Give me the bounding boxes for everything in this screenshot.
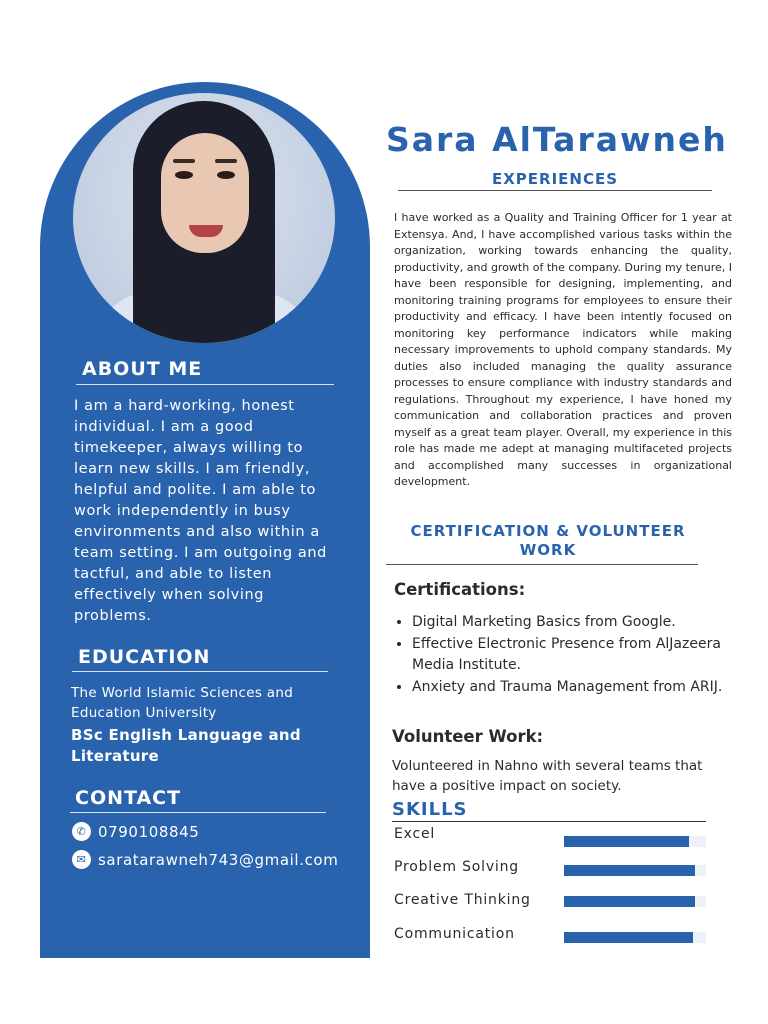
phone-icon: ✆	[72, 822, 91, 841]
skill-bar	[564, 896, 706, 907]
skill-bar	[564, 836, 706, 847]
education-degree: BSc English Language and Literature	[71, 726, 301, 765]
experiences-divider	[398, 190, 712, 191]
contact-email[interactable]	[72, 850, 338, 869]
certification-item: • Effective Electronic Presence from AlJazeera Media Institute.	[412, 634, 742, 677]
phone-number[interactable]: 0790108845	[98, 822, 200, 841]
email-address[interactable]: saratarawneh743@gmail.com	[98, 850, 339, 869]
skill-bar-fill	[564, 896, 695, 907]
skill-bar	[564, 865, 706, 876]
about-divider	[76, 384, 334, 385]
education-divider	[72, 671, 328, 672]
about-text: I am a hard-working, honest individual. I am a good timekeeper, always willing to learn new skills. I am friendly, helpful and polite. I am able to work independently in busy environments and also within a team setting. I am outgoing and tactful, and able to listen effectively when solving problems.	[74, 398, 327, 624]
skills-heading: SKILLS	[392, 799, 468, 820]
volunteer-title: Volunteer Work:	[392, 727, 544, 746]
contact-phone[interactable]	[72, 822, 199, 841]
certifications-title: Certifications:	[394, 580, 526, 599]
skill-bar	[564, 932, 706, 943]
skills-divider	[392, 821, 706, 822]
skill-bar-fill	[564, 836, 689, 847]
envelope-icon: ✉	[72, 850, 91, 869]
skill-label: Excel	[394, 826, 436, 842]
volunteer-text: Volunteered in Nahno with several teams that have a positive impact on society.	[392, 758, 703, 794]
certification-divider	[386, 564, 698, 565]
skill-bar-fill	[564, 865, 695, 876]
profile-photo	[73, 93, 335, 343]
experiences-text: I have worked as a Quality and Training Officer for 1 year at Extensya. And, I have accomplished various tasks within the organization, working towards enhancing the quality, productivity, and growth of the company. During my tenure, I have been responsible for designing, implementing, and monitoring training programs for employees to ensure their productivity and efficacy. I have been intently focused on monitoring key performance indicators while making necessary improvements to uphold company standards. My duties also included managing the quality assurance processes to ensure compliance with industry standards and regulations. Throughout my experience, I have honed my communication and collaboration practices and proven myself as a great team player. Overall, my experience in this role has made me adept at managing multifaceted projects and accomplished many successes in organizational development.	[394, 211, 732, 488]
about-heading: ABOUT ME	[82, 358, 203, 380]
skill-label: Problem Solving	[394, 859, 519, 875]
experiences-heading: EXPERIENCES	[491, 170, 619, 188]
certification-item: • Digital Marketing Basics from Google.	[412, 612, 742, 634]
certification-heading: CERTIFICATION & VOLUNTEER WORK	[410, 522, 686, 559]
candidate-name: Sara AlTarawneh	[386, 120, 728, 159]
contact-heading: CONTACT	[75, 787, 182, 809]
certifications-list	[394, 612, 742, 698]
skill-label: Creative Thinking	[394, 892, 531, 908]
contact-divider	[70, 812, 326, 813]
certification-item: • Anxiety and Trauma Management from ARIJ.	[412, 677, 742, 699]
education-school: The World Islamic Sciences and Education University	[71, 685, 294, 721]
skill-label: Communication	[394, 926, 515, 942]
education-heading: EDUCATION	[78, 646, 211, 668]
skill-bar-fill	[564, 932, 693, 943]
